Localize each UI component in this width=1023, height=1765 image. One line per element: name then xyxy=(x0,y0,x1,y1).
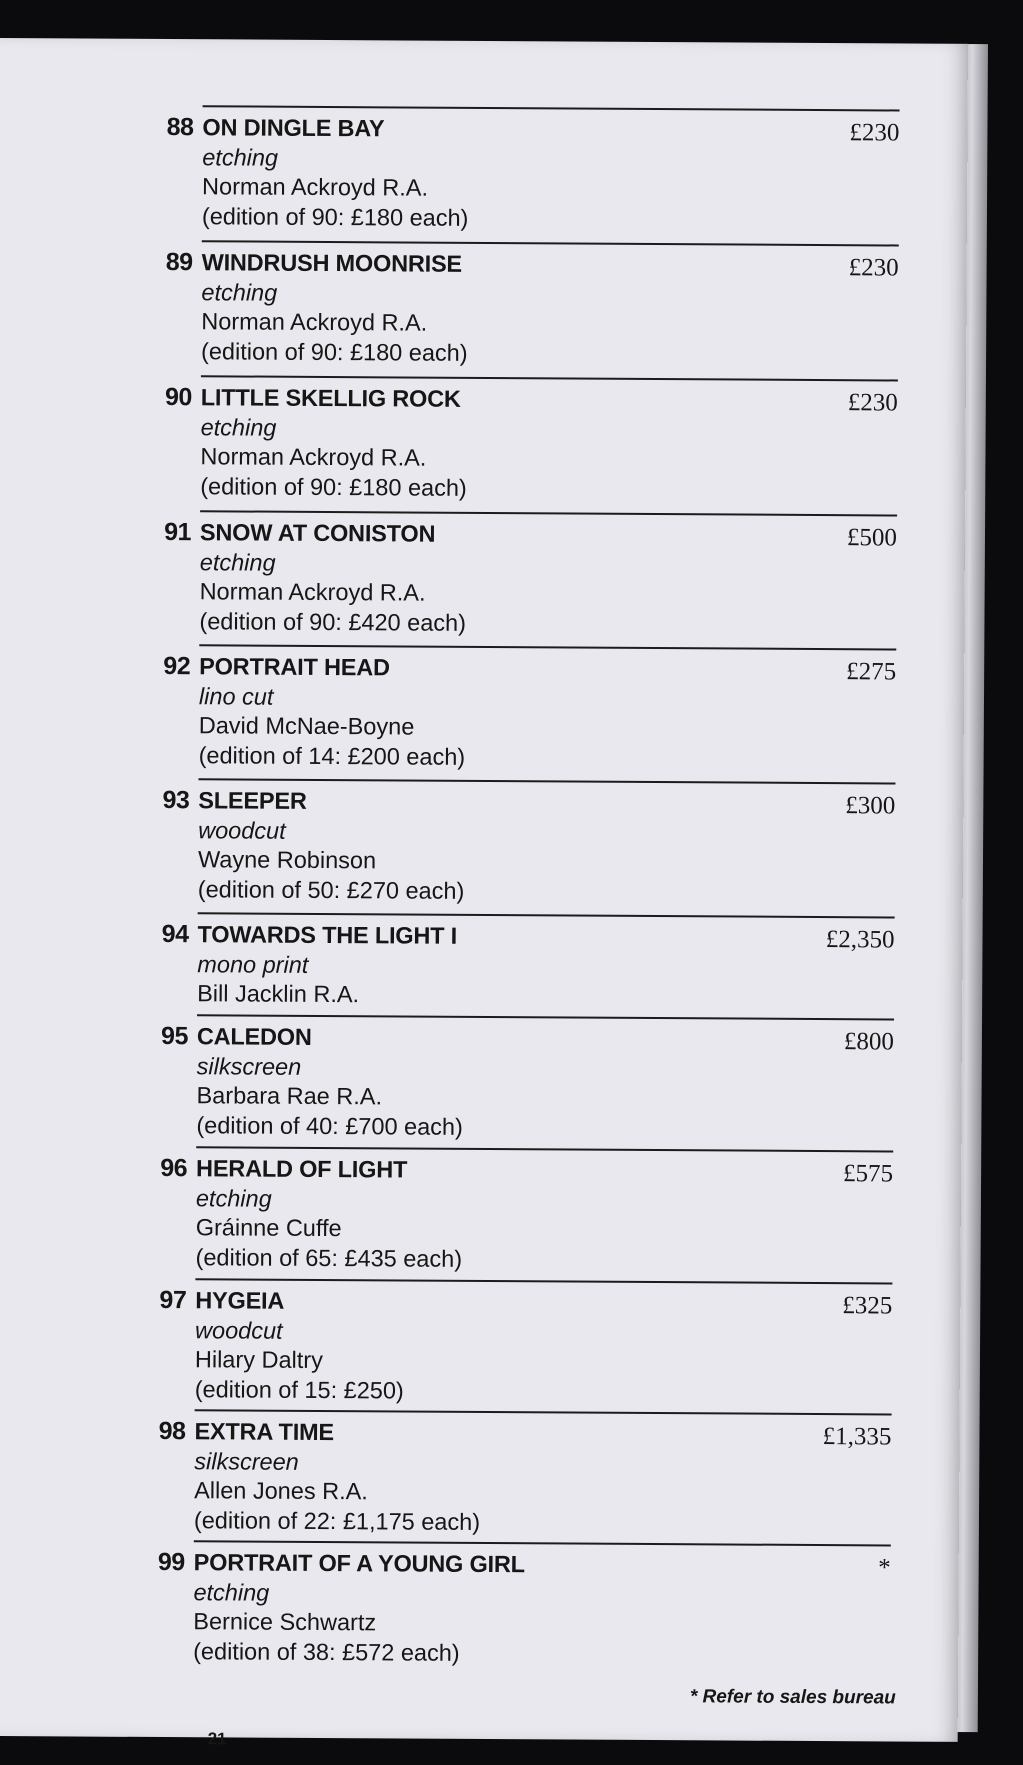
entry-number: 95 xyxy=(161,1022,188,1051)
entry-title: SLEEPER xyxy=(198,787,307,814)
entry-price: £230 xyxy=(849,119,900,147)
entry-title: TOWARDS THE LIGHT I xyxy=(197,921,458,949)
entry-details xyxy=(197,920,758,1012)
catalogue-entry xyxy=(142,1278,893,1403)
entry-price: £325 xyxy=(842,1292,893,1320)
catalogue-entry xyxy=(150,105,900,231)
entry-edition: (edition of 90: £180 each) xyxy=(200,472,467,501)
entry-artist: David McNae-Boyne xyxy=(198,712,415,740)
entry-price: £275 xyxy=(846,658,897,686)
entry-number: 90 xyxy=(164,383,192,412)
entry-edition: (edition of 50: £270 each) xyxy=(197,875,465,904)
entry-details xyxy=(199,652,760,773)
entry-medium: etching xyxy=(202,143,279,171)
catalogue-page xyxy=(0,38,968,1749)
entry-edition: (edition of 90: £180 each) xyxy=(201,202,469,231)
catalogue-entry xyxy=(141,1540,891,1666)
entry-price: £500 xyxy=(846,524,898,552)
entry-divider xyxy=(196,1146,893,1152)
entry-title: LITTLE SKELLIG ROCK xyxy=(200,384,461,412)
entry-divider xyxy=(197,1014,894,1020)
entry-artist: Hilary Daltry xyxy=(194,1346,323,1373)
entry-artist: Norman Ackroyd R.A. xyxy=(202,173,429,201)
entry-details xyxy=(201,248,762,369)
entry-medium: woodcut xyxy=(195,1316,283,1344)
entry-artist: Norman Ackroyd R.A. xyxy=(201,308,428,336)
entry-divider xyxy=(203,105,900,111)
entry-price: £300 xyxy=(845,792,896,820)
entry-divider xyxy=(194,1540,891,1546)
entry-number: 89 xyxy=(165,248,193,277)
entry-edition: (edition of 40: £700 each) xyxy=(196,1111,463,1140)
entry-title: SNOW AT CONISTON xyxy=(199,519,436,547)
entry-edition: (edition of 65: £435 each) xyxy=(195,1243,463,1272)
entry-number: 98 xyxy=(158,1416,186,1446)
entry-artist: Norman Ackroyd R.A. xyxy=(200,443,427,471)
entry-medium: woodcut xyxy=(198,816,286,844)
entry-edition: (edition of 38: £572 each) xyxy=(193,1637,460,1666)
entry-title: PORTRAIT OF A YOUNG GIRL xyxy=(193,1549,525,1578)
entry-divider xyxy=(200,510,897,516)
entry-price: £2,350 xyxy=(825,926,895,954)
entry-number: 93 xyxy=(162,786,190,815)
entry-title: CALEDON xyxy=(196,1023,312,1050)
entry-title: EXTRA TIME xyxy=(194,1418,335,1446)
entry-number: 91 xyxy=(164,518,192,547)
entry-medium: mono print xyxy=(197,950,309,978)
entry-title: ON DINGLE BAY xyxy=(202,114,385,142)
entry-artist: Norman Ackroyd R.A. xyxy=(199,578,426,606)
entry-number: 88 xyxy=(166,113,194,142)
catalogue-entry xyxy=(143,1146,894,1272)
catalogue-entry xyxy=(146,644,897,770)
entry-divider xyxy=(198,778,895,784)
catalogue-entry xyxy=(144,1014,894,1140)
entry-details xyxy=(196,1022,757,1143)
entry-edition: (edition of 14: £200 each) xyxy=(198,741,466,770)
entry-title: WINDRUSH MOONRISE xyxy=(201,249,463,277)
entry-divider xyxy=(201,375,898,381)
entry-price: £230 xyxy=(847,389,898,417)
entry-title: HERALD OF LIGHT xyxy=(196,1155,408,1183)
entry-price: £800 xyxy=(843,1028,894,1056)
entry-edition: (edition of 15: £250) xyxy=(194,1375,404,1403)
entry-details xyxy=(194,1417,755,1538)
entry-medium: lino cut xyxy=(198,682,274,710)
catalogue-entry xyxy=(145,912,895,1008)
entry-medium: etching xyxy=(199,548,276,576)
entry-price: £230 xyxy=(848,254,899,282)
catalogue-entry xyxy=(145,778,896,904)
entry-number: 97 xyxy=(159,1285,187,1315)
entry-number: 96 xyxy=(160,1154,188,1183)
entry-divider xyxy=(195,1278,892,1284)
entry-artist: Barbara Rae R.A. xyxy=(196,1082,383,1110)
entry-price: * xyxy=(878,1554,891,1582)
entry-divider xyxy=(198,912,895,918)
entry-artist: Wayne Robinson xyxy=(197,846,377,874)
entry-edition: (edition of 90: £180 each) xyxy=(201,337,468,366)
catalogue-entry xyxy=(147,510,898,636)
entry-details xyxy=(202,113,763,234)
entry-edition: (edition of 22: £1,175 each) xyxy=(193,1506,481,1535)
catalogue-entry xyxy=(149,240,899,366)
entry-number: 94 xyxy=(161,920,189,949)
entry-number: 92 xyxy=(163,652,191,681)
entry-divider xyxy=(199,644,896,650)
entry-details xyxy=(195,1286,756,1407)
entry-medium: etching xyxy=(193,1578,270,1606)
entry-medium: silkscreen xyxy=(194,1447,299,1475)
entry-title: PORTRAIT HEAD xyxy=(199,653,390,681)
entry-details xyxy=(200,383,761,504)
sales-footnote: * Refer to sales bureau xyxy=(689,1686,896,1709)
entry-number: 99 xyxy=(157,1547,185,1577)
entry-artist: Bill Jacklin R.A. xyxy=(197,980,360,1008)
entry-artist: Gráinne Cuffe xyxy=(195,1214,342,1242)
catalogue-entry xyxy=(142,1409,892,1535)
page-number: 21 xyxy=(207,1729,227,1749)
entry-divider xyxy=(202,240,899,246)
entry-details xyxy=(193,1548,754,1669)
entry-artist: Allen Jones R.A. xyxy=(194,1477,368,1505)
entry-medium: etching xyxy=(201,278,278,306)
entry-title: HYGEIA xyxy=(195,1287,285,1314)
entry-details xyxy=(198,786,759,907)
entry-price: £1,335 xyxy=(822,1423,892,1451)
entry-edition: (edition of 90: £420 each) xyxy=(199,607,467,636)
entry-details xyxy=(199,518,760,639)
entry-medium: etching xyxy=(200,413,277,441)
entry-medium: etching xyxy=(195,1184,272,1212)
entry-medium: silkscreen xyxy=(196,1052,302,1080)
catalogue-entry xyxy=(148,375,898,501)
entry-artist: Bernice Schwartz xyxy=(193,1608,377,1636)
entry-divider xyxy=(195,1409,892,1415)
entry-details xyxy=(195,1154,756,1275)
entry-price: £575 xyxy=(842,1160,894,1188)
